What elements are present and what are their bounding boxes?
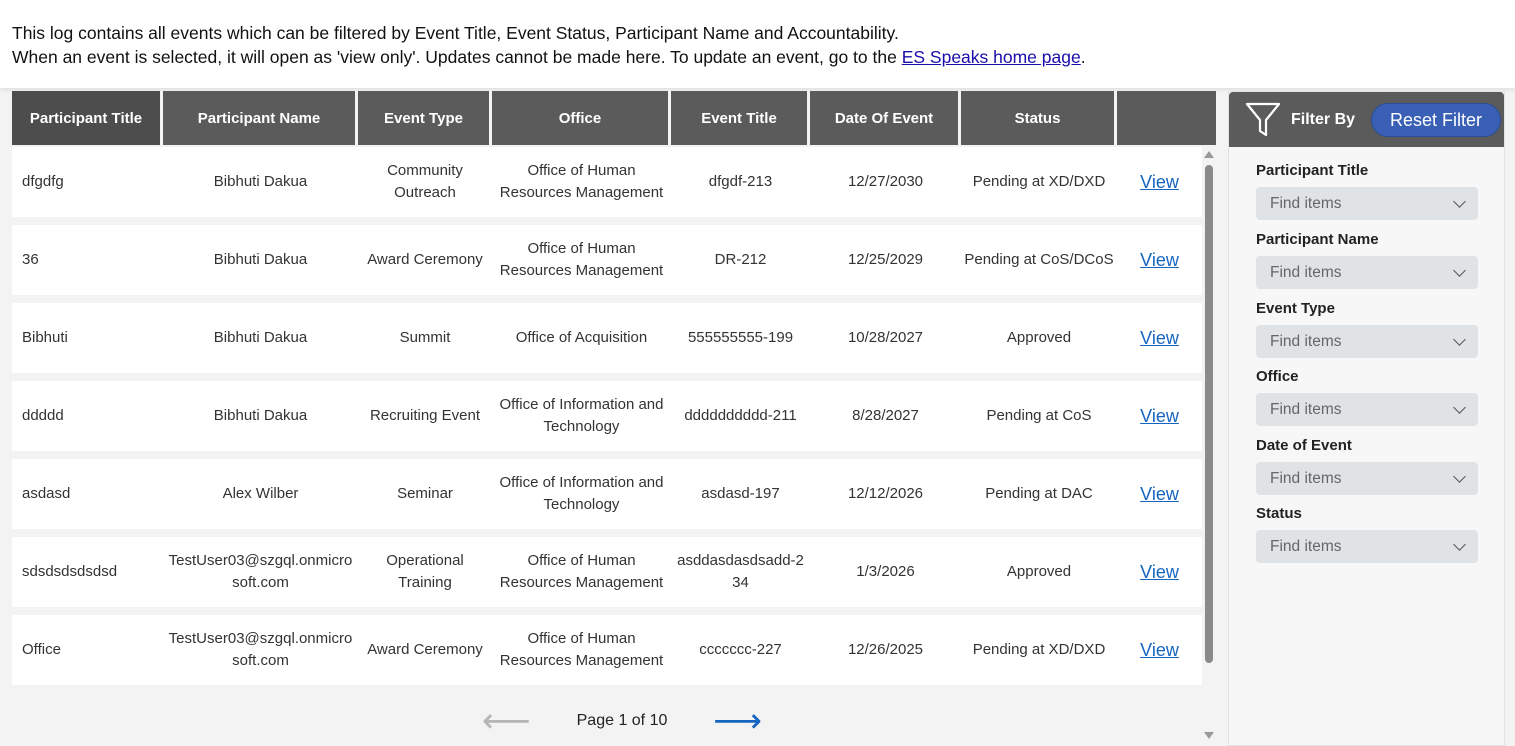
header-actions [1117,91,1216,145]
table-scrollbar[interactable] [1202,147,1216,739]
cell-date-of-event: 12/12/2026 [847,485,924,502]
view-link[interactable]: View [1140,640,1179,660]
table-row[interactable] [12,225,1202,295]
cell-status: Pending at XD/DXD [972,173,1106,190]
cell-participant-title: sdsdsdsdsdsd [22,563,118,580]
intro-line-2-text: When an event is selected, it will open as 'view only'. Updates cannot be made here. To update an event, go to the [12,47,902,67]
cell-view [1117,303,1202,373]
cell-view [1117,381,1202,451]
table-row[interactable] [12,303,1202,373]
filter-participant-title [1256,162,1478,220]
cell-event-type: Award Ceremony [367,251,483,268]
cell-participant-name: Bibhuti Dakua [213,329,308,346]
cell-participant-title: ddddd [22,407,64,424]
cell-event-title: DR-212 [714,251,767,268]
es-speaks-home-link[interactable]: ES Speaks home page [901,47,1081,67]
chevron-down-icon [1453,470,1466,483]
table-row[interactable] [12,615,1202,685]
dropdown-placeholder: Find items [1270,194,1342,212]
view-link[interactable]: View [1140,562,1179,582]
cell-event-title: 555555555-199 [687,329,794,346]
participant-title-dropdown[interactable] [1256,187,1478,220]
cell-participant-name: Alex Wilber [222,485,299,502]
chevron-down-icon [1453,195,1466,208]
header-date-of-event[interactable]: Date Of Event [810,91,961,145]
cell-view [1117,225,1202,295]
view-link[interactable]: View [1140,484,1179,504]
dropdown-placeholder: Find items [1270,263,1342,281]
cell-participant-name: TestUser03@szgql.onmicrosoft.com [168,630,353,669]
header-participant-name[interactable]: Participant Name [163,91,358,145]
cell-date-of-event: 12/26/2025 [847,641,924,658]
participant-name-dropdown[interactable] [1256,256,1478,289]
chevron-down-icon [1453,401,1466,414]
cell-participant-title: 36 [22,251,39,268]
cell-event-type: Summit [399,329,451,346]
cell-event-title: ccccccc-227 [699,641,782,658]
intro-line-2 [12,45,1503,69]
cell-view [1117,147,1202,217]
dropdown-placeholder: Find items [1270,400,1342,418]
office-dropdown[interactable] [1256,393,1478,426]
cell-participant-name: Bibhuti Dakua [213,407,308,424]
cell-status: Approved [1006,329,1072,346]
intro-banner [0,0,1515,88]
chevron-down-icon [1453,538,1466,551]
table-row[interactable] [12,381,1202,451]
cell-status: Pending at XD/DXD [972,641,1106,658]
filter-label: Status [1256,505,1302,522]
view-link[interactable]: View [1140,172,1179,192]
cell-date-of-event: 10/28/2027 [847,329,924,346]
filter-event-type [1256,300,1478,358]
reset-filter-button[interactable]: Reset Filter [1371,103,1501,137]
cell-office: Office of Human Resources Management [499,240,664,279]
cell-office: Office of Acquisition [515,329,648,346]
cell-participant-title: Bibhuti [22,329,68,346]
header-event-title[interactable]: Event Title [671,91,810,145]
filter-date-of-event [1256,437,1478,495]
cell-date-of-event: 8/28/2027 [852,407,919,424]
pagination [482,701,762,741]
cell-status: Pending at CoS/DCoS [964,251,1114,268]
cell-office: Office of Human Resources Management [499,630,664,669]
view-link[interactable]: View [1140,250,1179,270]
filter-office [1256,368,1478,426]
filter-label: Event Type [1256,300,1335,317]
table-header [12,91,1216,145]
cell-event-title: asddasdasdsadd-234 [677,552,804,591]
cell-status: Pending at CoS [986,407,1092,424]
dropdown-placeholder: Find items [1270,469,1342,487]
cell-participant-title: asdasd [22,485,71,502]
dropdown-placeholder: Find items [1270,537,1342,555]
header-participant-title[interactable]: Participant Title [12,91,163,145]
cell-office: Office of Human Resources Management [499,552,664,591]
arrow-left-icon[interactable]: ⟵ [482,702,531,740]
cell-participant-title: Office [22,641,61,658]
cell-office: Office of Human Resources Management [499,162,664,201]
page-indicator: Page 1 of 10 [576,712,668,729]
dropdown-placeholder: Find items [1270,332,1342,350]
header-status[interactable]: Status [961,91,1117,145]
cell-date-of-event: 12/25/2029 [847,251,924,268]
header-event-type[interactable]: Event Type [358,91,492,145]
cell-participant-name: TestUser03@szgql.onmicrosoft.com [168,552,353,591]
events-table [12,91,1216,746]
intro-line-2-end: . [1080,47,1086,67]
cell-office: Office of Information and Technology [499,474,664,513]
cell-event-type: Award Ceremony [367,641,483,658]
filter-label: Participant Title [1256,162,1369,179]
scroll-down-icon[interactable] [1204,732,1214,739]
header-office[interactable]: Office [492,91,671,145]
cell-participant-name: Bibhuti Dakua [213,173,308,190]
cell-date-of-event: 1/3/2026 [856,563,915,580]
chevron-down-icon [1453,264,1466,277]
cell-view [1117,459,1202,529]
cell-event-title: dddddddddd-211 [684,407,797,424]
arrow-right-icon[interactable]: ⟶ [713,702,762,740]
cell-participant-name: Bibhuti Dakua [213,251,308,268]
cell-office: Office of Information and Technology [499,396,664,435]
event-type-dropdown[interactable] [1256,325,1478,358]
intro-line-1: This log contains all events which can be filtered by Event Title, Event Status, Participant Name and Accountability. [12,23,899,43]
chevron-down-icon [1453,333,1466,346]
cell-date-of-event: 12/27/2030 [847,173,924,190]
cell-event-title: asdasd-197 [701,485,780,502]
table-body [12,147,1202,693]
table-row[interactable] [12,537,1202,607]
cell-status: Pending at DAC [985,485,1093,502]
scroll-up-icon[interactable] [1204,151,1214,158]
filter-panel [1228,91,1505,746]
cell-event-type: Recruiting Event [369,407,481,424]
cell-event-title: dfgdf-213 [708,173,773,190]
filter-label: Participant Name [1256,231,1379,248]
cell-view [1117,537,1202,607]
cell-status: Approved [1006,563,1072,580]
filter-label: Date of Event [1256,437,1352,454]
funnel-icon [1245,101,1281,139]
cell-event-type: Seminar [397,485,453,502]
filter-label: Office [1256,368,1299,385]
filter-participant-name [1256,231,1478,289]
filter-title: Filter By [1291,111,1356,128]
table-row[interactable] [12,147,1202,217]
filter-header [1229,92,1504,147]
filter-status [1256,505,1478,563]
status-dropdown[interactable] [1256,530,1478,563]
scroll-thumb[interactable] [1205,165,1213,663]
cell-view [1117,615,1202,685]
date-of-event-dropdown[interactable] [1256,462,1478,495]
cell-participant-title: dfgdfg [22,173,64,190]
view-link[interactable]: View [1140,406,1179,426]
cell-event-type: Operational Training [386,552,464,591]
table-row[interactable] [12,459,1202,529]
cell-event-type: Community Outreach [387,162,463,201]
view-link[interactable]: View [1140,328,1179,348]
